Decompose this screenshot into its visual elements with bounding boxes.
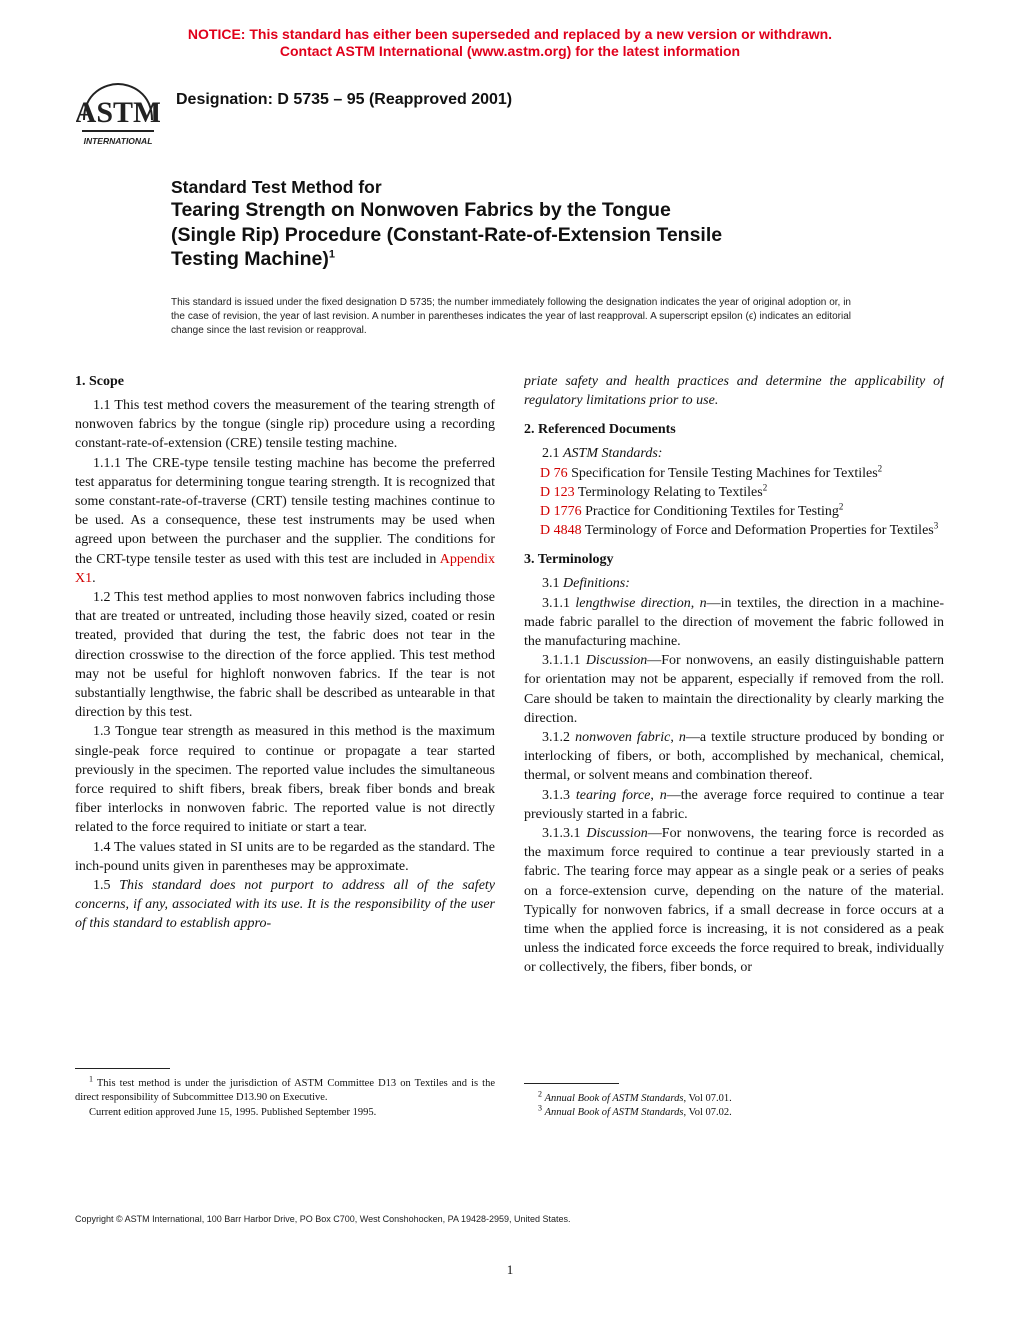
ref-text-d76: Specification for Tensile Testing Machines for Textiles [567,465,878,481]
ref-item-d4848 [524,521,944,540]
paragraph-1-3: 1.3 Tongue tear strength as measured in this method is the maximum single-peak force required to continue or propagate a tear started previously in the specimen. The reported value includes the simultaneous force required to shift fibers, break fibers, break fiber bonds and break fiber interlocks in nonwoven fabric. The reported value is not directly related to the force required to initiate or start a tear. [75,724,495,836]
footnote-1-mark: 1 [89,1074,93,1084]
footnote-2-text: Annual Book of ASTM Standards [544,1093,684,1104]
ref-text-d123: Terminology Relating to Textiles [574,484,763,500]
ref-sup-d123: 2 [762,482,768,493]
paragraph-1-5 [75,876,495,934]
paragraph-3-1-num: 3.1 [542,576,563,592]
definition-term: nonwoven fabric [575,730,671,746]
ref-item-d123 [524,483,944,502]
definition-tearing-force: 3.1.3 tearing force, n—the average force required to continue a tear previously started in a fabric. [524,787,945,822]
definition-term: tearing force [575,787,651,803]
notice-banner [0,26,1020,60]
astm-logo [76,78,160,150]
paragraph-1-1-1 [75,454,495,588]
definition-num: 3.1.2 [542,730,576,746]
title-line-3-text: Testing Machine) [171,248,329,270]
paragraph-1-5-text: This standard does not purport to address all of the safety concerns, if any, associated with its use. It is the responsibility of the user of this standard to establish appro- [75,878,496,932]
paragraph-2-1 [524,444,944,463]
issued-note: This standard is issued under the fixed designation D 5735; the number immediately following the designation indicates the year of original adoption or, in the case of revision, the year of last revision. A number in parentheses indicates the year of last reapproval. A superscript epsilon (ϵ) indicates an editorial change since the last revision or reapproval. [171,297,851,336]
ref-sup-d1776: 2 [838,501,844,512]
appendix-x1-link[interactable]: Appendix X1 [75,551,495,586]
notice-line-2: Contact ASTM International (www.astm.org) for the latest information [279,43,741,59]
paragraph-2-1-label: ASTM Standards: [563,446,663,462]
footnotes-left [75,1074,495,1120]
left-column [75,372,495,934]
definition-lengthwise-direction: 3.1.1 lengthwise direction, n—in textiles, the direction in a machine-made fabric parallel to the direction of movement the fabric followed in the manufacturing machine. [524,595,945,650]
logo-letters: ASTM [76,96,160,129]
ref-text-d1776: Practice for Conditioning Textiles for Testing [581,504,839,520]
footnote-2-mark: 2 [538,1089,542,1099]
paragraph-2-1-num: 2.1 [542,446,563,462]
paragraph-1-1-1-text: 1.1.1 The CRE-type tensile testing machine has become the preferred test apparatus for determining tongue tearing strength. It is recognized that some constant-rate-of-traverse (CRT) tensile testing machines continue to be used. As a consequence, these test instruments may be used when agreed upon between the purchaser and the supplier. The conditions for the CRT-type tensile tester as used with this test are included in [75,455,495,567]
definition-pos: n [678,730,686,746]
document-title [171,176,871,272]
ref-link-d123[interactable]: D 123 [540,484,575,500]
title-line-1: Tearing Strength on Nonwoven Fabrics by the Tongue [171,199,671,221]
footnote-1-edition: Current edition approved June 15, 1995. Published September 1995. [89,1106,377,1118]
copyright-line: Copyright © ASTM International, 100 Barr Harbor Drive, PO Box C700, West Conshohocken, PA 19428-2959, United States. [75,1214,571,1224]
title-line-2: (Single Rip) Procedure (Constant-Rate-of-Extension Tensile [171,223,723,246]
right-column [524,372,944,978]
definition-text: —the average force required to continue a tear previously started in a fabric. [524,787,945,822]
ref-item-d1776 [524,502,944,521]
paragraph-1-5-continued: priate safety and health practices and determine the applicability of regulatory limitations prior to use. [524,374,944,409]
discussion-text: —For nonwovens, the tearing force is recorded as the maximum force required to continue a tear previously started in a fabric. The tearing force may appear as a single peak or a series of peaks on a force-extension curve, depending on the nature of the material. Typically for nonwoven fabrics, if a small decrease in force occurs at a time when the applied force is increasing, it is not considered as a peak unless the indicated force exceeds the force required to break, individually or collectively, the fibers, fiber bonds, or [524,826,944,976]
title-footnote-mark: 1 [328,248,335,261]
footnote-rule-right [524,1083,619,1084]
footnote-2-vol: , Vol 07.01. [683,1093,732,1104]
footnote-3-mark: 3 [538,1103,542,1113]
paragraph-1-4: 1.4 The values stated in SI units are to be regarded as the standard. The inch-pound units given in parentheses may be approximate. [75,839,495,874]
discussion-text: —For nonwovens, an easily distinguishable pattern for orientation may not be apparent, especially if removed from the roll. Care should be taken to maintain the directionality by clearly marking the direction. [524,653,945,726]
definition-term: lengthwise direction [575,595,691,611]
section-heading-referenced-documents: 2. Referenced Documents [524,422,676,438]
definition-num: 3.1.1 [542,595,576,611]
astm-logo-icon [76,78,160,150]
discussion-3-1-1-1 [524,651,944,728]
footnote-2 [524,1089,944,1106]
footnotes-right [524,1089,944,1121]
definition-text: —a textile structure produced by bonding or interlocking of fibers, or both, accomplished by mechanical, chemical, thermal, or solvent means and combination thereof. [524,730,945,784]
ref-link-d76[interactable]: D 76 [540,465,568,481]
paragraph-3-1-label: Definitions: [563,576,630,592]
definition-nonwoven-fabric: 3.1.2 nonwoven fabric, n—a textile structure produced by bonding or interlocking of fibers, or both, accomplished by mechanical, chemical, thermal, or solvent means and combination thereof. [524,730,945,784]
ref-link-d1776[interactable]: D 1776 [540,504,582,520]
title-lead: Standard Test Method for [171,177,382,197]
paragraph-1-5-num: 1.5 [93,878,120,894]
paragraph-1-2: 1.2 This test method applies to most nonwoven fabrics including those that are treated or untreated, including those heavily sized, coated or resin treated, provided that during the test, the fabric does not tear in the direction crosswise to the direction of the force applied. This test method may not be useful for highloft nonwoven fabrics. If the tear is not substantially lengthwise, the fabric shall be described as untearable in that direction by this test. [75,590,495,721]
discussion-label: Discussion [585,653,648,669]
footnote-3-text: Annual Book of ASTM Standards [544,1107,684,1119]
title-line-3 [171,247,871,272]
page-number: 1 [506,1262,514,1277]
paragraph-1-1-1-end: . [92,570,96,586]
footnote-1 [75,1074,495,1106]
logo-international: INTERNATIONAL [83,136,153,146]
discussion-num: 3.1.1.1 [542,653,586,669]
notice-line-1: NOTICE: This standard has either been superseded and replaced by a new version or withdrawn. [187,26,833,42]
paragraph-1-1: 1.1 This test method covers the measurement of the tearing strength of nonwoven fabrics by the tongue (single rip) procedure using a recording constant-rate-of-extension (CRE) tensile testing machine. [75,398,495,452]
ref-link-d4848[interactable]: D 4848 [540,523,582,539]
discussion-label: Discussion [586,826,648,842]
paragraph-3-1 [524,574,944,593]
section-heading-terminology: 3. Terminology [524,552,614,568]
footnote-1-text: This test method is under the jurisdiction of ASTM Committee D13 on Textiles and is the direct responsibility of Subcommittee D13.90 on Executive. [75,1078,495,1104]
designation: Designation: D 5735 – 95 (Reapproved 2001) [176,91,513,108]
discussion-3-1-3-1 [524,824,944,978]
definition-num: 3.1.3 [542,787,576,803]
definition-pos: n [659,787,667,803]
carryover-placeholder [524,372,944,410]
discussion-num: 3.1.3.1 [542,826,587,842]
ref-item-d76 [524,464,944,483]
ref-text-d4848: Terminology of Force and Deformation Properties for Textiles [581,523,934,539]
footnote-3-vol: , Vol 07.02. [683,1107,732,1119]
ref-sup-d76: 2 [877,462,883,473]
definition-text: —in textiles, the direction in a machine-made fabric parallel to the direction of movement the fabric followed in the manufacturing machine. [524,595,945,650]
section-heading-scope: 1. Scope [75,374,124,389]
ref-sup-d4848: 3 [933,520,939,531]
footnote-rule-left [75,1068,170,1069]
definition-pos: n [699,595,707,611]
footnote-3 [524,1103,944,1120]
